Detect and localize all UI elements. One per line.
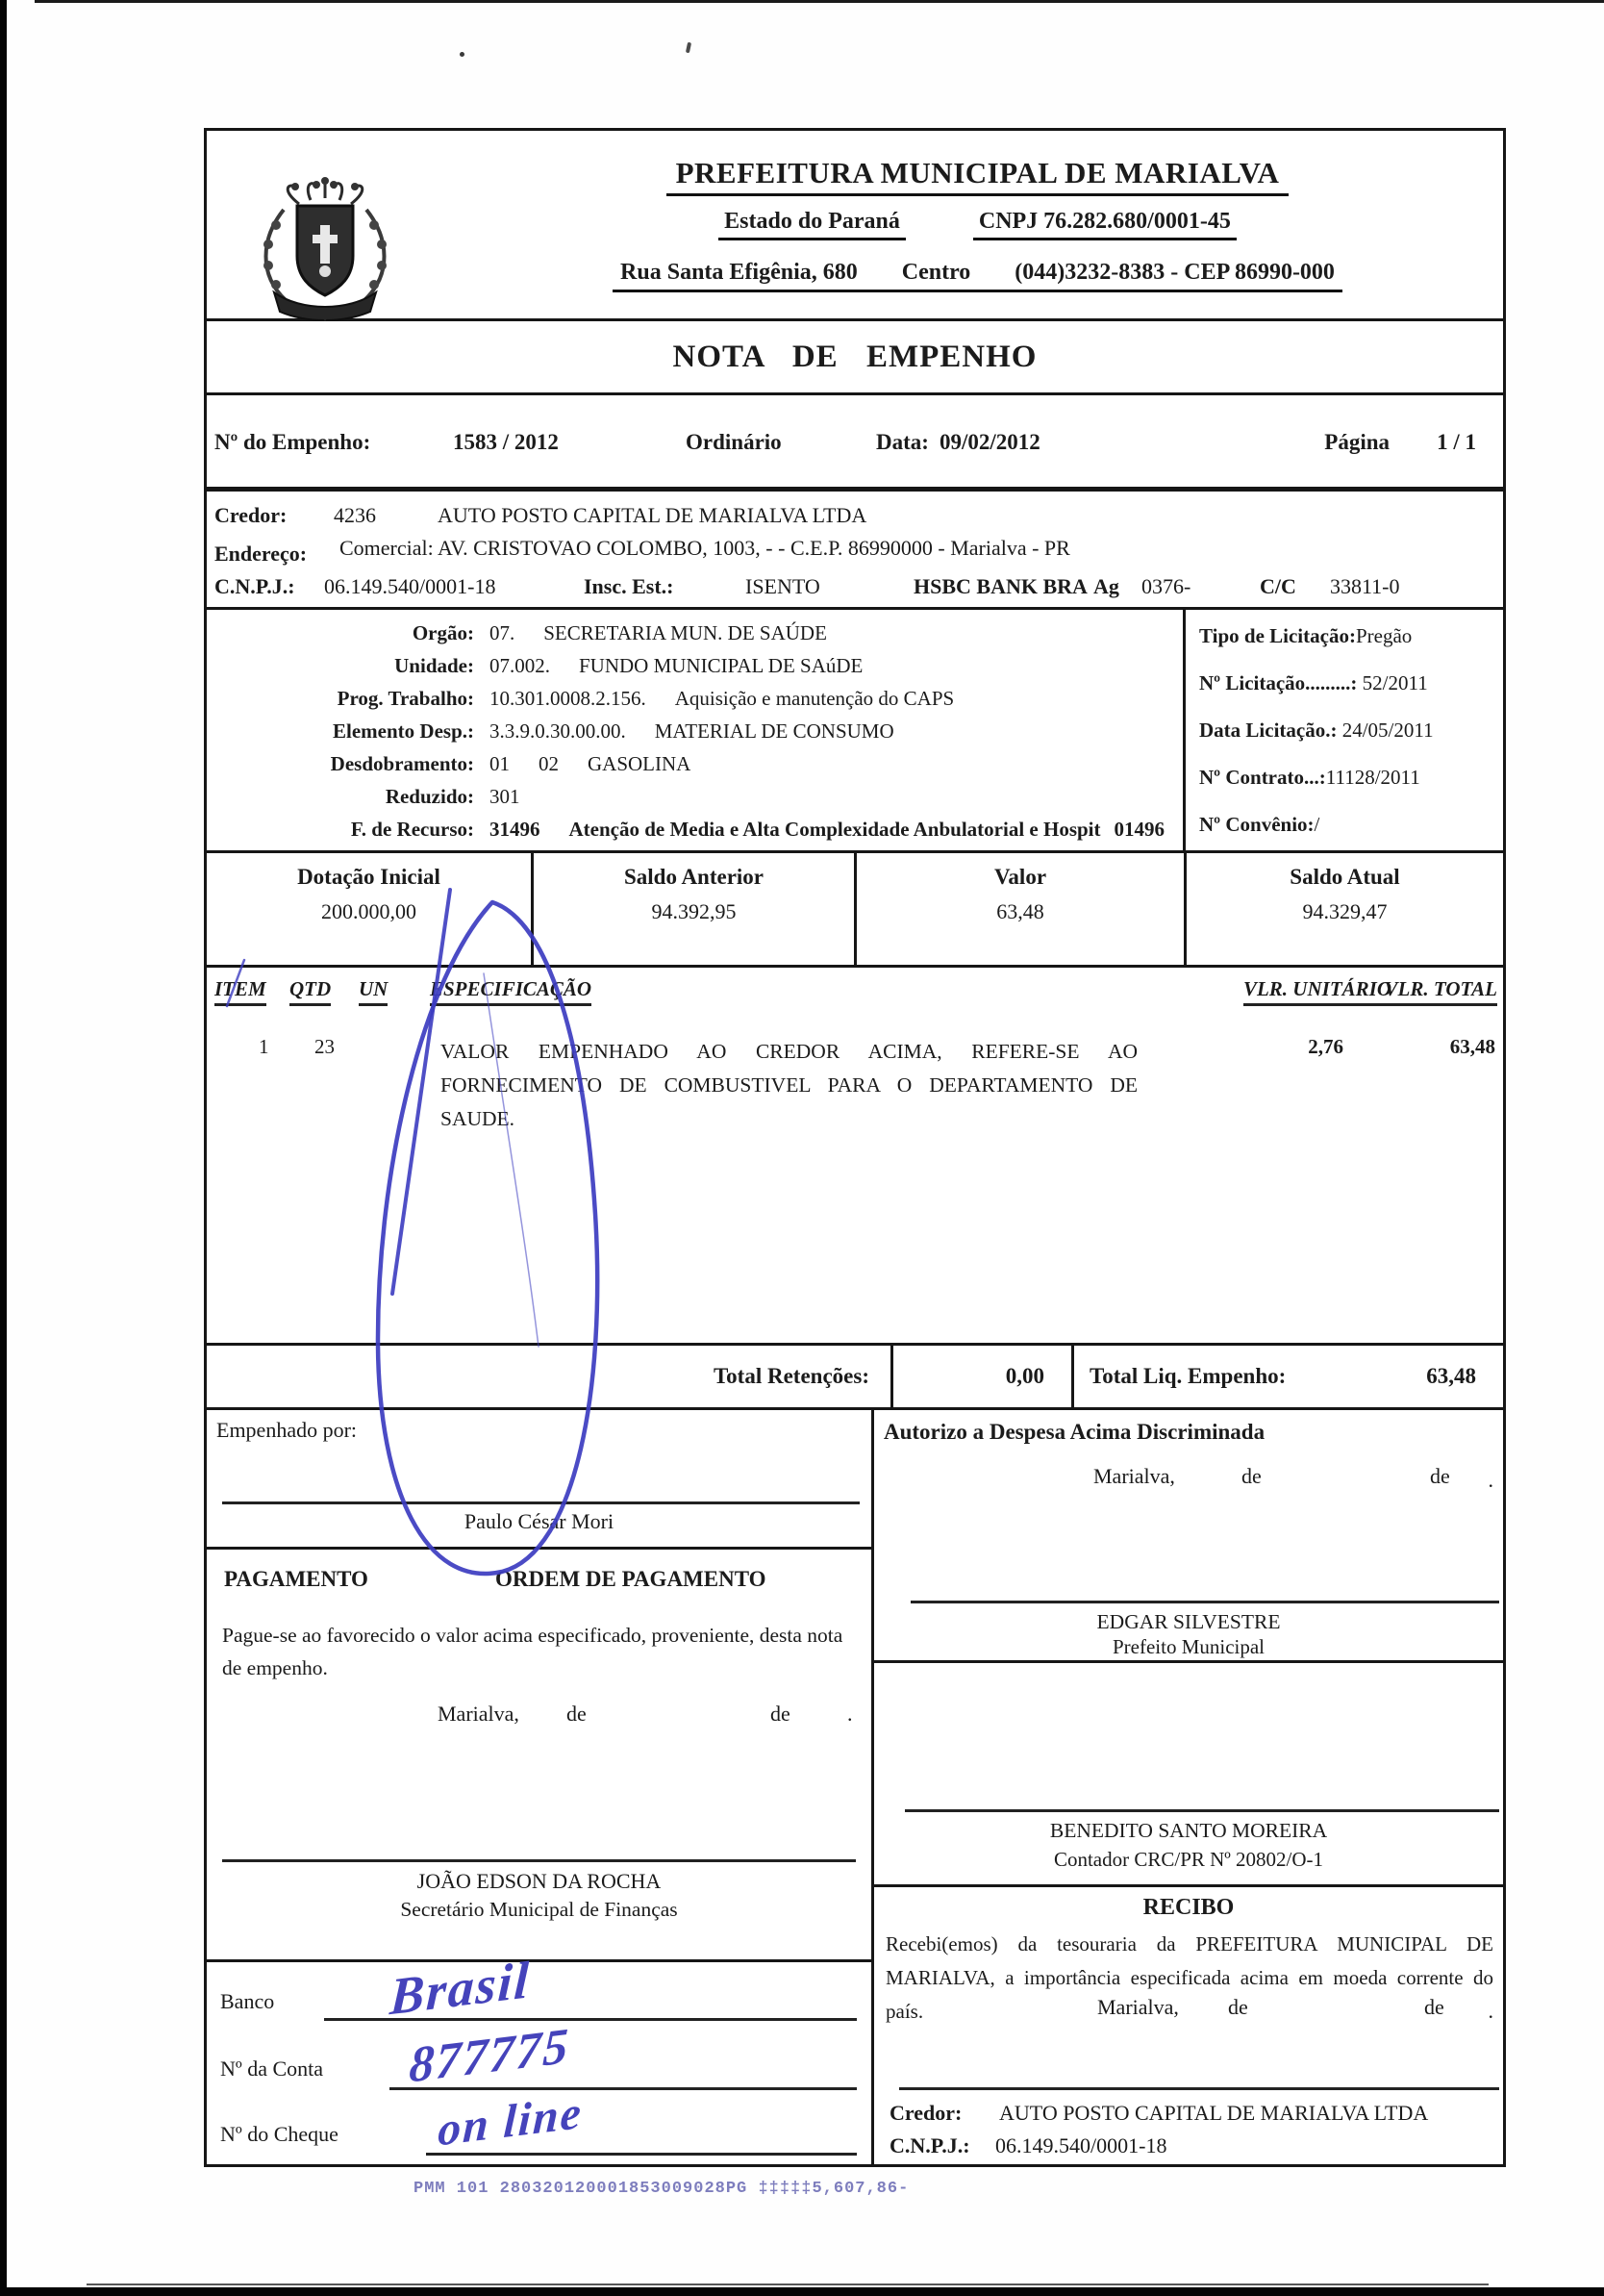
district: Centro bbox=[901, 260, 971, 285]
item-qtd: 23 bbox=[314, 1035, 335, 1058]
municipality-name: PREFEITURA MUNICIPAL DE MARIALVA bbox=[666, 156, 1290, 196]
totals-row bbox=[207, 1343, 1503, 1410]
creditor-name: AUTO POSTO CAPITAL DE MARIALVA LTDA bbox=[438, 503, 867, 527]
creditor-label: Credor: bbox=[214, 503, 288, 527]
period-mark: . bbox=[847, 1702, 853, 1726]
finance-secretary-name: JOÃO EDSON DA ROCHA bbox=[416, 1869, 662, 1893]
fonte-recurso-code: 31496 bbox=[489, 818, 540, 841]
qtd-column-header: QTD bbox=[289, 977, 331, 1006]
finance-secretary-role: Secretário Municipal de Finanças bbox=[400, 1898, 678, 1921]
address-label: Endereço: bbox=[214, 542, 308, 566]
item-column-header: ITEM bbox=[214, 977, 266, 1006]
street: Rua Santa Efigênia, 680 bbox=[620, 260, 858, 285]
unidade-label: Unidade: bbox=[394, 654, 474, 677]
total-retencoes-label: Total Retenções: bbox=[713, 1364, 869, 1388]
recibo-title: RECIBO bbox=[1142, 1895, 1235, 1920]
mayor-name: EDGAR SILVESTRE bbox=[1096, 1610, 1281, 1633]
period-mark: . bbox=[1488, 1468, 1493, 1492]
de-word: de bbox=[1241, 1464, 1262, 1488]
desdobramento-desc: GASOLINA bbox=[588, 752, 691, 775]
desdobramento-code: 01 bbox=[489, 752, 510, 775]
elemento-despesa-desc: MATERIAL DE CONSUMO bbox=[654, 719, 894, 743]
account-value: 33811-0 bbox=[1330, 574, 1400, 598]
recibo-cnpj-value: 06.149.540/0001-18 bbox=[995, 2133, 1167, 2157]
empenho-number-row bbox=[207, 395, 1503, 492]
ordem-pagamento-title: ORDEM DE PAGAMENTO bbox=[495, 1567, 766, 1591]
desdobramento-code2: 02 bbox=[539, 752, 559, 775]
agency-value: 0376- bbox=[1141, 574, 1191, 598]
signature-line bbox=[222, 1859, 856, 1862]
empenho-number-value: 1583 / 2012 bbox=[453, 430, 559, 454]
city-name: Marialva, bbox=[1093, 1464, 1175, 1488]
signature-line bbox=[905, 1809, 1499, 1812]
creditor-cnpj-value: 06.149.540/0001-18 bbox=[324, 574, 496, 598]
signature-panels bbox=[207, 1410, 1503, 2164]
especificacao-column-header: ESPECIFICAÇÃO bbox=[430, 977, 591, 1006]
signature-line bbox=[222, 1501, 860, 1504]
numero-contrato-label: Nº Contrato...: bbox=[1199, 766, 1326, 789]
empenhado-por-label: Empenhado por: bbox=[216, 1418, 358, 1442]
total-liquido-value: 63,48 bbox=[1426, 1364, 1476, 1388]
orgao-desc: SECRETARIA MUN. DE SAÚDE bbox=[543, 621, 827, 644]
fonte-recurso-label: F. de Recurso: bbox=[350, 818, 474, 841]
scan-speck bbox=[460, 52, 464, 57]
scan-edge-bottom-line bbox=[87, 2283, 1489, 2285]
state-label: Estado do Paraná bbox=[718, 209, 906, 240]
de-word: de bbox=[770, 1702, 790, 1726]
orgao-row bbox=[207, 621, 1178, 645]
handwritten-banco: Brasil bbox=[388, 1950, 533, 2027]
numero-licitacao-label: Nº Licitação.........: bbox=[1199, 671, 1358, 694]
prog-trabalho-code: 10.301.0008.2.156. bbox=[489, 687, 646, 710]
numero-convenio-row bbox=[1199, 813, 1319, 837]
scan-edge-left bbox=[0, 0, 7, 2296]
prog-trabalho-row bbox=[207, 687, 1178, 711]
bank-name: HSBC BANK BRA bbox=[914, 574, 1088, 598]
pagamento-section bbox=[207, 1547, 871, 1959]
prog-trabalho-desc: Aquisição e manutenção do CAPS bbox=[674, 687, 955, 710]
valor-value: 63,48 bbox=[996, 899, 1044, 923]
recibo-section bbox=[874, 1887, 1503, 2164]
address-line bbox=[613, 260, 1342, 292]
elemento-despesa-label: Elemento Desp.: bbox=[333, 719, 474, 743]
vlr-unitario-column-header: VLR. UNITÁRIO bbox=[1243, 977, 1391, 1006]
scan-edge-top bbox=[35, 0, 1604, 3]
tipo-licitacao-value: Pregão bbox=[1355, 624, 1413, 647]
de-word: de bbox=[1424, 1995, 1444, 2019]
prog-trabalho-label: Prog. Trabalho: bbox=[337, 687, 474, 710]
empenhado-por-section bbox=[207, 1410, 871, 1547]
recibo-divider-line bbox=[899, 2087, 1499, 2090]
saldo-atual-value: 94.329,47 bbox=[1302, 899, 1388, 923]
agency-label: Ag bbox=[1093, 574, 1119, 598]
saldo-anterior-header: Saldo Anterior bbox=[623, 865, 764, 889]
document-header bbox=[207, 131, 1503, 318]
balances-table bbox=[207, 853, 1503, 968]
city-name: Marialva, bbox=[1097, 1995, 1179, 2019]
tipo-licitacao-label: Tipo de Licitação: bbox=[1199, 624, 1356, 647]
numero-licitacao-value: 52/2011 bbox=[1362, 671, 1428, 694]
cheque-line bbox=[426, 2153, 857, 2156]
creditor-cnpj-label: C.N.P.J.: bbox=[214, 574, 295, 598]
unidade-code: 07.002. bbox=[489, 654, 550, 677]
empenho-date-label: Data: bbox=[876, 430, 929, 454]
saldo-atual-cell bbox=[1187, 853, 1503, 965]
nota-de-empenho-document bbox=[204, 128, 1506, 2167]
creditor-code: 4236 bbox=[334, 503, 376, 527]
saldo-atual-header: Saldo Atual bbox=[1290, 865, 1400, 889]
numero-convenio-value: / bbox=[1314, 813, 1320, 836]
item-vlr-total: 63,48 bbox=[1449, 1035, 1495, 1058]
recibo-cnpj-label: C.N.P.J.: bbox=[890, 2133, 970, 2157]
reduzido-label: Reduzido: bbox=[385, 785, 474, 808]
account-label: C/C bbox=[1260, 574, 1296, 598]
valor-header: Valor bbox=[993, 865, 1047, 889]
empenho-date-value: 09/02/2012 bbox=[940, 430, 1040, 454]
dotacao-inicial-cell bbox=[207, 853, 534, 965]
item-especificacao: VALOR EMPENHADO AO CREDOR ACIMA, REFERE-SE AO FORNECIMENTO DE COMBUSTIVEL PARA O DEPARTAMENTO DE SAUDE. bbox=[440, 1040, 1138, 1130]
item-vlr-unitario: 2,76 bbox=[1308, 1035, 1343, 1058]
signature-line bbox=[911, 1601, 1499, 1603]
phone-cep: (044)3232-8383 - CEP 86990-000 bbox=[1015, 260, 1335, 285]
right-panel bbox=[874, 1410, 1503, 2164]
state-registration-label: Insc. Est.: bbox=[584, 574, 674, 598]
municipality-cnpj: CNPJ 76.282.680/0001-45 bbox=[973, 209, 1237, 240]
dotacao-inicial-header: Dotação Inicial bbox=[297, 865, 440, 889]
accountant-role: Contador CRC/PR Nº 20802/O-1 bbox=[1053, 1848, 1324, 1871]
banco-label: Banco bbox=[220, 1989, 275, 2013]
saldo-anterior-value: 94.392,95 bbox=[651, 899, 737, 923]
de-word: de bbox=[1228, 1995, 1248, 2019]
period-mark: . bbox=[1488, 1999, 1493, 2023]
numero-convenio-label: Nº Convênio: bbox=[1199, 813, 1315, 836]
handwritten-cheque: on line bbox=[437, 2086, 585, 2157]
total-liquido-cell bbox=[1071, 1346, 1503, 1407]
data-licitacao-row bbox=[1199, 719, 1434, 743]
empenhado-signer-name: Paulo César Mori bbox=[464, 1509, 614, 1533]
elemento-despesa-row bbox=[207, 719, 1178, 744]
dotacao-inicial-value: 200.000,00 bbox=[321, 899, 416, 923]
page-value: 1 / 1 bbox=[1437, 430, 1476, 454]
cheque-label: Nº do Cheque bbox=[220, 2122, 338, 2146]
pagamento-title: PAGAMENTO bbox=[224, 1567, 368, 1591]
de-word: de bbox=[566, 1702, 587, 1726]
bank-details-section bbox=[207, 1950, 871, 2164]
reduzido-code: 301 bbox=[489, 785, 520, 808]
empenho-modality: Ordinário bbox=[686, 430, 782, 454]
total-liquido-label: Total Liq. Empenho: bbox=[1090, 1364, 1287, 1388]
saldo-anterior-cell bbox=[534, 853, 857, 965]
fonte-recurso-extra-code: 01496 bbox=[1114, 818, 1165, 841]
scan-speck bbox=[686, 42, 691, 54]
desdobramento-row bbox=[207, 752, 1178, 776]
vlr-total-column-header: VLR. TOTAL bbox=[1385, 977, 1497, 1006]
unidade-desc: FUNDO MUNICIPAL DE SAúDE bbox=[579, 654, 864, 677]
fonte-recurso-row bbox=[207, 818, 1178, 842]
numero-contrato-value: 11128/2011 bbox=[1325, 766, 1420, 789]
desdobramento-label: Desdobramento: bbox=[330, 752, 474, 775]
orgao-code: 07. bbox=[489, 621, 515, 644]
data-licitacao-label: Data Licitação.: bbox=[1199, 719, 1338, 742]
orgao-label: Orgão: bbox=[412, 621, 474, 644]
page-label: Página bbox=[1324, 430, 1390, 454]
autorizo-section bbox=[874, 1410, 1503, 1663]
document-title: NOTA DE EMPENHO bbox=[207, 318, 1503, 395]
total-retencoes-value: 0,00 bbox=[890, 1346, 1071, 1407]
conta-label: Nº da Conta bbox=[220, 2056, 324, 2081]
data-licitacao-value: 24/05/2011 bbox=[1341, 719, 1434, 742]
state-registration-value: ISENTO bbox=[745, 574, 820, 598]
reduzido-row bbox=[207, 785, 1178, 809]
autorizo-title: Autorizo a Despesa Acima Discriminada bbox=[884, 1420, 1266, 1444]
fonte-recurso-desc: Atenção de Media e Alta Complexidade Anbulatorial e Hospit bbox=[568, 818, 1101, 841]
numero-licitacao-row bbox=[1199, 671, 1428, 695]
pagamento-text: Pague-se ao favorecido o valor acima especificado, proveniente, desta nota de empenho. bbox=[222, 1624, 843, 1679]
numero-contrato-row bbox=[1199, 766, 1420, 790]
elemento-despesa-code: 3.3.9.0.30.00.00. bbox=[489, 719, 626, 743]
un-column-header: UN bbox=[359, 977, 388, 1006]
unidade-row bbox=[207, 654, 1178, 678]
city-name: Marialva, bbox=[438, 1702, 519, 1726]
creditor-block bbox=[207, 492, 1503, 610]
tipo-licitacao-row bbox=[1199, 624, 1412, 648]
recibo-text: Recebi(emos) da tesouraria da PREFEITURA MUNICIPAL DE MARIALVA, a importância especificada acima em moeda corrente do país. bbox=[886, 1932, 1493, 2023]
valor-cell bbox=[857, 853, 1187, 965]
scan-edge-bottom bbox=[0, 2287, 1604, 2296]
recibo-credor-name: AUTO POSTO CAPITAL DE MARIALVA LTDA bbox=[999, 2101, 1429, 2125]
recibo-credor-label: Credor: bbox=[890, 2101, 963, 2125]
items-section bbox=[207, 968, 1503, 1343]
handwritten-conta: 877775 bbox=[408, 2018, 571, 2094]
budget-classification-block bbox=[207, 610, 1503, 853]
mayor-role: Prefeito Municipal bbox=[1112, 1635, 1266, 1658]
municipal-coat-of-arms bbox=[224, 175, 426, 321]
accountant-name: BENEDITO SANTO MOREIRA bbox=[1049, 1819, 1328, 1842]
de-word: de bbox=[1430, 1464, 1450, 1488]
address-value: Comercial: AV. CRISTOVAO COLOMBO, 1003, - - C.E.P. 86990000 - Marialva - PR bbox=[339, 536, 1070, 560]
machine-print-line: PMM 101 280320120001853009028PG ‡‡‡‡‡5,607,86- bbox=[414, 2180, 910, 2198]
left-panel bbox=[207, 1410, 874, 2164]
column-divider bbox=[1183, 610, 1186, 850]
empenho-number-label: Nº do Empenho: bbox=[214, 430, 371, 454]
item-number: 1 bbox=[259, 1035, 269, 1058]
contador-section bbox=[874, 1663, 1503, 1887]
